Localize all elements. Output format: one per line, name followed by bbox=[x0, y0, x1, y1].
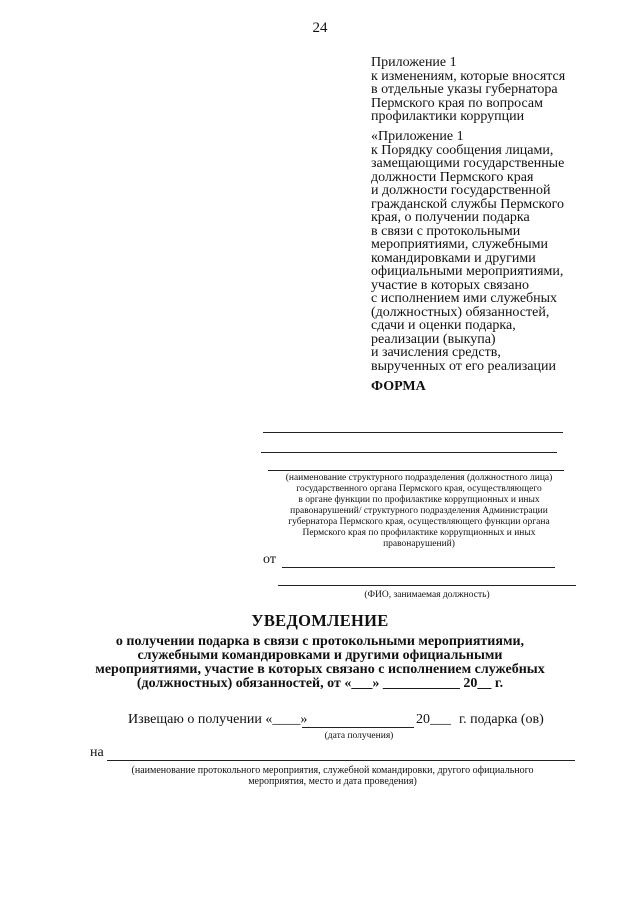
fio-caption: (ФИО, занимаемая должность) bbox=[364, 590, 490, 600]
appendix-header bbox=[371, 56, 565, 124]
appendix-inner-line: гражданской службы Пермского bbox=[371, 196, 564, 212]
recipient-caption-line: государственного органа Пермского края, осуществляющего bbox=[296, 484, 542, 494]
event-caption-line: мероприятия, место и дата проведения) bbox=[248, 776, 417, 787]
notice-suffix: г. подарка (ов) bbox=[459, 712, 544, 727]
notice-year: 20___ bbox=[416, 712, 451, 727]
appendix-inner bbox=[371, 130, 564, 373]
appendix-inner-line: в связи с протокольными bbox=[371, 223, 521, 239]
document-title: УВЕДОМЛЕНИЕ bbox=[251, 611, 389, 630]
appendix-inner-line: (должностных) обязанностей, bbox=[371, 304, 550, 320]
appendix-inner-line: мероприятиями, служебными bbox=[371, 237, 548, 252]
recipient-caption-line: (наименование структурного подразделения (должностного лица) bbox=[285, 473, 553, 483]
appendix-inner-line: вырученных от его реализации bbox=[371, 358, 556, 374]
subtitle-line: служебными командировками и другими официальными bbox=[137, 648, 503, 663]
recipient-line-1[interactable] bbox=[263, 432, 563, 433]
subtitle-line: мероприятиями, участие в которых связано с исполнением служебных bbox=[95, 662, 545, 677]
appendix-inner-line: к Порядку сообщения лицами, bbox=[371, 142, 554, 158]
appendix-inner-line: официальными мероприятиями, bbox=[371, 264, 564, 279]
recipient-line-3[interactable] bbox=[268, 470, 564, 471]
recipient-line-2[interactable] bbox=[261, 452, 557, 453]
appendix-inner-line: и зачисления средств, bbox=[371, 345, 501, 360]
appendix-header-line: Пермского края по вопросам bbox=[371, 95, 543, 111]
appendix-header-line: к изменениям, которые вносятся bbox=[371, 68, 566, 84]
notice-prefix: Извещаю о получении «____» bbox=[128, 712, 308, 727]
appendix-inner-line: с исполнением ими служебных bbox=[371, 291, 558, 306]
appendix-inner-line: и должности государственной bbox=[371, 183, 551, 198]
subtitle-line: о получении подарка в связи с протокольными мероприятиями, bbox=[115, 634, 525, 649]
event-caption-line: (наименование протокольного мероприятия, служебной командировки, другого официального bbox=[131, 765, 534, 776]
recipient-caption-line: Пермского края по профилактике коррупционных и иных bbox=[302, 528, 536, 538]
appendix-inner-line: края, о получении подарка bbox=[371, 210, 530, 225]
recipient-caption-line: правонарушений) bbox=[383, 539, 455, 549]
document-subtitle bbox=[60, 635, 580, 691]
recipient-caption bbox=[262, 473, 576, 550]
appendix-inner-line: сдачи и оценки подарка, bbox=[371, 318, 516, 333]
from-line-1[interactable] bbox=[282, 567, 555, 568]
recipient-caption-line: губернатора Пермского края, осуществляющего функции органа bbox=[288, 517, 550, 527]
appendix-inner-line: замещающими государственные bbox=[371, 156, 565, 171]
date-caption: (дата получения) bbox=[324, 731, 394, 741]
appendix-inner-line: «Приложение 1 bbox=[371, 129, 464, 144]
appendix-header-line: профилактики коррупции bbox=[371, 109, 525, 124]
subtitle-line: (должностных) обязанностей, от «___» ___________ 20__ г. bbox=[136, 676, 504, 691]
appendix-inner-line: должности Пермского края bbox=[371, 169, 534, 185]
appendix-inner-line: участие в которых связано bbox=[371, 277, 529, 293]
from-line-2[interactable] bbox=[278, 585, 576, 586]
from-label: от bbox=[263, 552, 276, 567]
event-caption bbox=[80, 765, 585, 787]
appendix-inner-line: реализации (выкупа) bbox=[371, 331, 496, 347]
appendix-header-line: Приложение 1 bbox=[371, 55, 457, 70]
form-label: ФОРМА bbox=[371, 379, 426, 394]
appendix-header-line: в отдельные указы губернатора bbox=[371, 82, 558, 97]
page-number: 24 bbox=[312, 20, 328, 36]
appendix-inner-line: командировками и другими bbox=[371, 250, 536, 266]
notice-date-line[interactable] bbox=[302, 727, 414, 728]
recipient-caption-line: в органе функции по профилактике коррупционных и иных bbox=[298, 495, 540, 505]
recipient-caption-line: правонарушений/ структурного подразделения Администрации bbox=[290, 506, 548, 516]
event-line[interactable] bbox=[107, 760, 575, 761]
on-label: на bbox=[90, 745, 104, 760]
